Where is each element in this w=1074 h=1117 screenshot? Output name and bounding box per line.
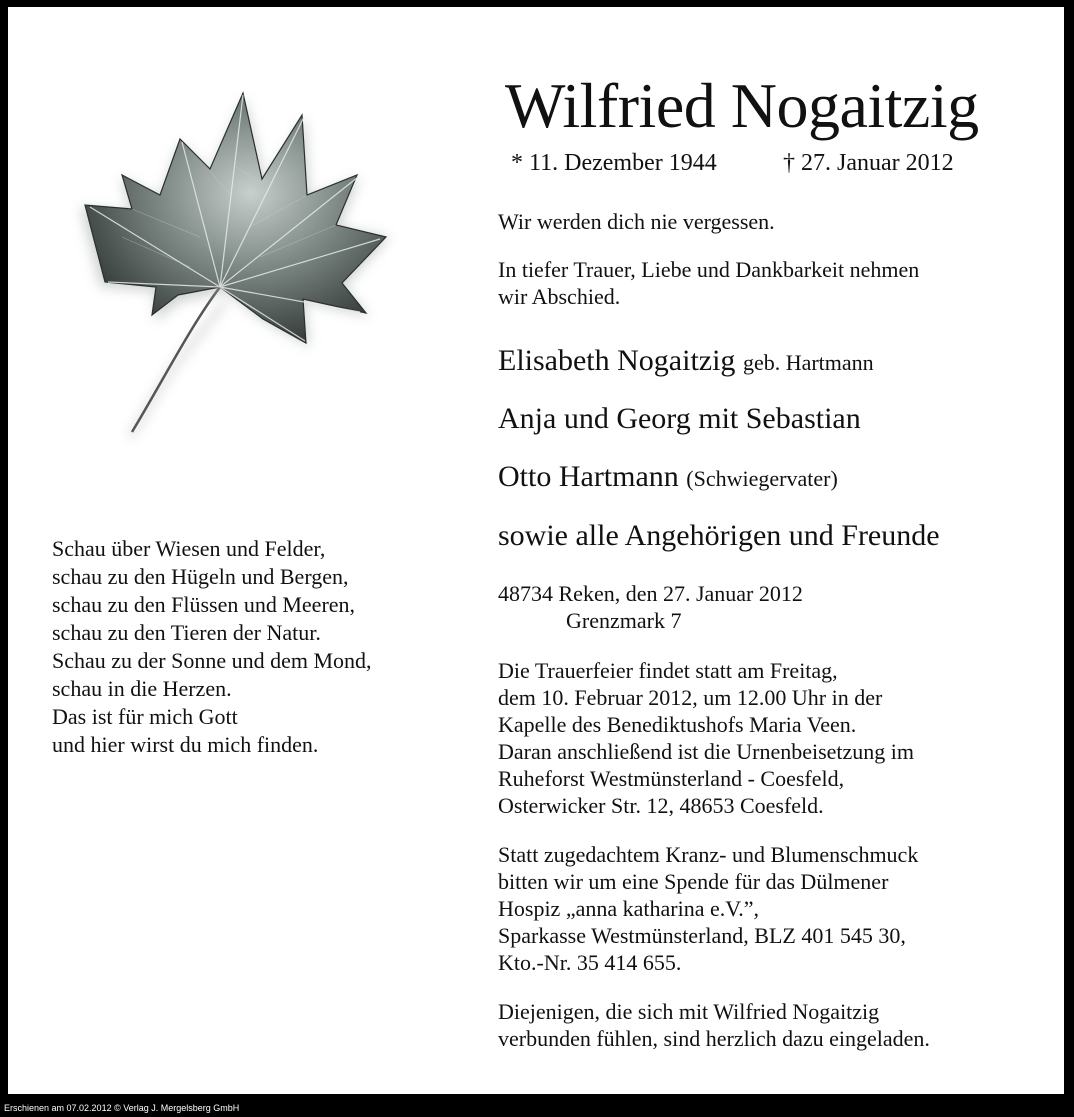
ceremony-line: Osterwicker Str. 12, 48653 Coesfeld.: [498, 793, 824, 818]
poem-line: schau zu den Tieren der Natur.: [52, 620, 321, 645]
closing-line: verbunden fühlen, sind herzlich dazu eingeladen.: [498, 1026, 930, 1051]
donation-paragraph: [498, 841, 918, 976]
poem: [52, 535, 372, 759]
poem-line: Schau über Wiesen und Felder,: [52, 536, 326, 561]
ceremony-line: Daran anschließend ist die Urnenbeisetzung im: [498, 739, 915, 764]
mourner-name: Otto Hartmann: [498, 460, 679, 493]
donation-line: Statt zugedachtem Kranz- und Blumenschmuck: [498, 842, 919, 867]
mourner-2: [498, 401, 861, 437]
ceremony-line: Kapelle des Benediktushofs Maria Veen.: [498, 712, 857, 737]
publication-footer: Erschienen am 07.02.2012 © Verlag J. Mergelsberg GmbH: [0, 1100, 1074, 1117]
ceremony-paragraph: [498, 657, 914, 819]
ceremony-line: Die Trauerfeier findet statt am Freitag,: [498, 658, 838, 683]
mourner-3: [498, 459, 838, 497]
mourner-note: geb. Hartmann: [742, 350, 874, 375]
birth-date: * 11. Dezember 1944: [511, 150, 717, 176]
intro-line-2: wir Abschied.: [498, 284, 621, 309]
closing-paragraph: [498, 998, 930, 1052]
deceased-name: Wilfried Nogaitzig: [505, 70, 979, 141]
donation-line: Sparkasse Westmünsterland, BLZ 401 545 30,: [498, 923, 906, 948]
ceremony-line: Ruheforst Westmünsterland - Coesfeld,: [498, 766, 845, 791]
donation-line: Hospiz „anna katharina e.V.”,: [498, 896, 760, 921]
poem-line: schau zu den Hügeln und Bergen,: [52, 564, 349, 589]
poem-line: schau zu den Flüssen und Meeren,: [52, 592, 356, 617]
death-date: † 27. Januar 2012: [783, 150, 954, 176]
mourner-name: Elisabeth Nogaitzig: [498, 344, 736, 377]
mourner-name: Anja und Georg mit Sebastian: [498, 402, 861, 435]
poem-line: und hier wirst du mich finden.: [52, 732, 319, 757]
address-line-1: 48734 Reken, den 27. Januar 2012: [498, 581, 803, 606]
poem-line: Das ist für mich Gott: [52, 704, 238, 729]
mourner-note: (Schwiegervater): [686, 466, 838, 491]
donation-line: bitten wir um eine Spende für das Dülmener: [498, 869, 889, 894]
poem-line: schau in die Herzen.: [52, 676, 232, 701]
address-line-2: Grenzmark 7: [566, 608, 682, 633]
ceremony-line: dem 10. Februar 2012, um 12.00 Uhr in der: [498, 685, 883, 710]
intro-paragraph: [498, 256, 919, 310]
mourner-1: [498, 343, 874, 381]
mourner-name: sowie alle Angehörigen und Freunde: [498, 519, 940, 552]
address-block: [498, 580, 803, 634]
intro-line: Wir werden dich nie vergessen.: [498, 209, 775, 234]
closing-line: Diejenigen, die sich mit Wilfried Nogaitzig: [498, 999, 880, 1024]
intro-line-1: In tiefer Trauer, Liebe und Dankbarkeit nehmen: [498, 257, 920, 282]
mourner-4: [498, 518, 940, 554]
poem-line: Schau zu der Sonne und dem Mond,: [52, 648, 372, 673]
maple-leaf-icon: [60, 87, 400, 447]
donation-line: Kto.-Nr. 35 414 655.: [498, 950, 682, 975]
